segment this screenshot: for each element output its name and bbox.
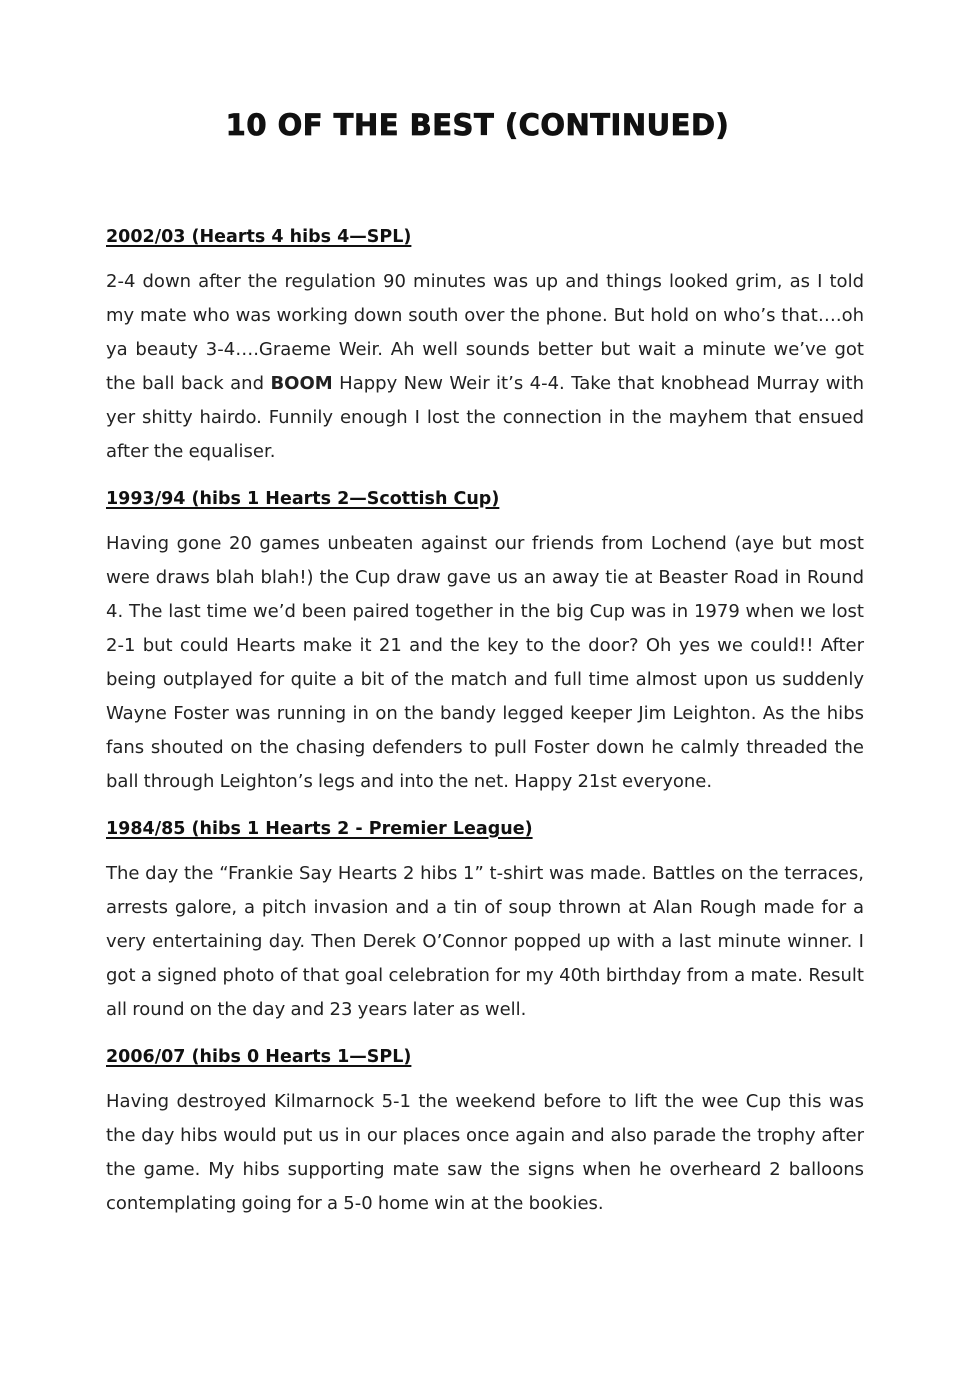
section-paragraph: Having gone 20 games unbeaten against our friends from Lochend (aye but most were draws blah blah!) the Cup draw gave us an away tie at Beaster Road in Round 4. The last time we’d been paired together in the big Cup was in 1979 when we lost 2-1 but could Hearts make it 21 and the key to the door? Oh yes we could!! After being outplayed for quite a bit of the match and full time almost upon us suddenly Wayne Foster was running in on the bandy legged keeper Jim Leighton. As the hibs fans shouted on the chasing defenders to pull Foster down he calmly threaded the ball through Leighton’s legs and into the net. Happy 21st everyone. <box>106 533 864 792</box>
section-paragraph <box>106 265 864 469</box>
section-paragraph: Having destroyed Kilmarnock 5-1 the weekend before to lift the wee Cup this was the day hibs would put us in our places once again and also parade the trophy after the game. My hibs supporting mate saw the signs when he overheard 2 balloons contemplating going for a 5-0 home win at the bookies. <box>106 1091 864 1214</box>
section-heading: 2006/07 (hibs 0 Hearts 1—SPL) <box>106 1047 412 1067</box>
page-title: 10 OF THE BEST (CONTINUED) <box>225 108 730 142</box>
section-heading: 1993/94 (hibs 1 Hearts 2—Scottish Cup) <box>106 489 500 509</box>
section-heading: 2002/03 (Hearts 4 hibs 4—SPL) <box>106 227 412 247</box>
emphasis-text: BOOM <box>270 373 333 394</box>
match-section-2006-07 <box>106 1042 864 1221</box>
article-body <box>106 222 864 1236</box>
paragraph-text: 2-4 down after the regulation 90 minutes was up and things looked grim, as I told my mate who was working down south over the phone. But hold on who’s that….oh ya beauty 3-4….Graeme Weir. Ah well sounds better but wait a minute we’ve got the ball back and <box>106 271 864 394</box>
match-section-2002-03 <box>106 222 864 469</box>
section-heading: 1984/85 (hibs 1 Hearts 2 - Premier League) <box>106 819 533 839</box>
match-section-1984-85 <box>106 814 864 1027</box>
match-section-1993-94 <box>106 484 864 799</box>
paragraph-text: Happy New Weir it’s 4-4. Take that knobhead Murray with yer shitty hairdo. Funnily enough I lost the connection in the mayhem that ensued after the equaliser. <box>106 373 864 462</box>
section-paragraph: The day the “Frankie Say Hearts 2 hibs 1” t-shirt was made. Battles on the terraces, arrests galore, a pitch invasion and a tin of soup thrown at Alan Rough made for a very entertaining day. Then Derek O’Connor popped up with a last minute winner. I got a signed photo of that goal celebration for my 40th birthday from a mate. Result all round on the day and 23 years later as well. <box>106 863 864 1020</box>
